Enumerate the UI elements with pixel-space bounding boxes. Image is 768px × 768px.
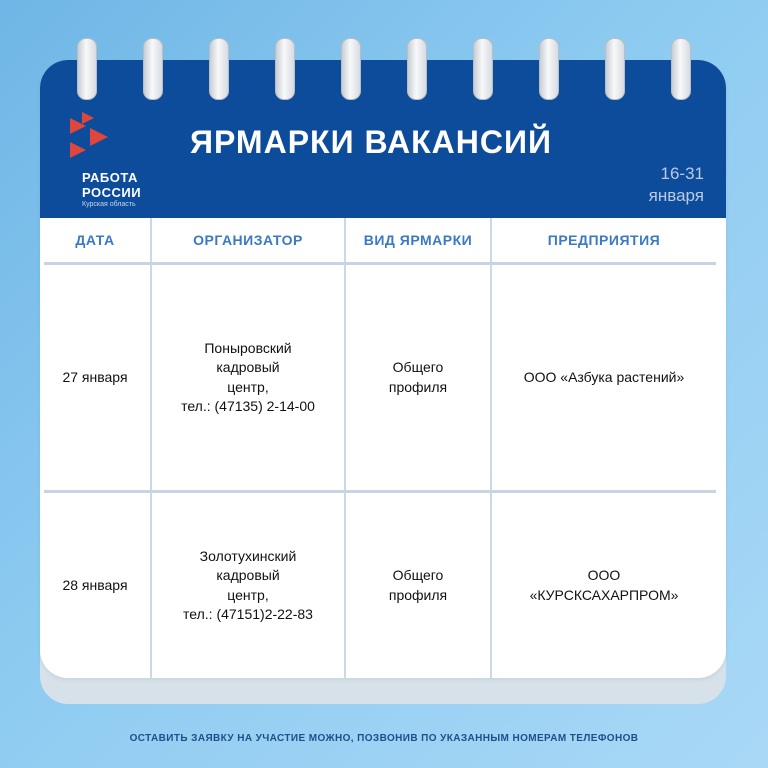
organizer-line: Золотухинский bbox=[199, 547, 297, 564]
fair-type-line: Общего bbox=[392, 359, 444, 375]
organizer-phone: тел.: (47135) 2-14-00 bbox=[181, 398, 315, 414]
organizer-line: Поныровский bbox=[204, 339, 292, 356]
column-header-date: ДАТА bbox=[75, 232, 115, 248]
column-header-companies: ПРЕДПРИЯТИЯ bbox=[547, 232, 661, 248]
organizer-line: центр, bbox=[227, 586, 269, 603]
table-cell-companies bbox=[492, 265, 716, 490]
column-header-organizer: ОРГАНИЗАТОР bbox=[193, 232, 303, 248]
logo-text-line2: РОССИИ bbox=[82, 185, 142, 200]
fairs-table bbox=[40, 218, 726, 678]
rabota-rossii-logo bbox=[64, 112, 154, 212]
company-line: ООО «Азбука растений» bbox=[523, 368, 685, 385]
table-cell-companies bbox=[492, 493, 716, 678]
table-cell-date bbox=[40, 493, 150, 678]
organizer-line: кадровый bbox=[216, 359, 280, 375]
table-cell-date bbox=[40, 265, 150, 490]
column-header-fair-type: ВИД ЯРМАРКИ bbox=[363, 232, 473, 248]
calendar-card bbox=[40, 60, 726, 678]
logo-region: Курская область bbox=[82, 201, 136, 208]
calendar-header bbox=[40, 60, 726, 218]
organizer-line: кадровый bbox=[216, 567, 280, 583]
logo-triangles-icon bbox=[64, 112, 124, 164]
company-line: «КУРСКСАХАРПРОМ» bbox=[529, 586, 679, 603]
fair-type-line: профиля bbox=[388, 378, 448, 395]
table-cell-fair-type bbox=[346, 265, 490, 490]
table-cell-organizer bbox=[152, 265, 344, 490]
table-cell-organizer bbox=[152, 493, 344, 678]
company-line: ООО bbox=[587, 567, 621, 583]
date-value: 27 января bbox=[62, 368, 128, 385]
organizer-line: центр, bbox=[227, 378, 269, 395]
organizer-phone: тел.: (47151)2-22-83 bbox=[183, 606, 313, 622]
logo-text-line1: РАБОТА bbox=[82, 170, 138, 185]
fair-type-line: Общего bbox=[392, 567, 444, 583]
date-value: 28 января bbox=[62, 576, 128, 593]
fair-type-line: профиля bbox=[388, 586, 448, 603]
footer-note: ОСТАВИТЬ ЗАЯВКУ НА УЧАСТИЕ МОЖНО, ПОЗВОНИВ ПО УКАЗАННЫМ НОМЕРАМ ТЕЛЕФОНОВ bbox=[129, 733, 639, 744]
page-title: ЯРМАРКИ ВАКАНСИЙ bbox=[190, 124, 552, 160]
period-days: 16-31 bbox=[660, 164, 704, 183]
period-month: января bbox=[648, 186, 704, 205]
table-cell-fair-type bbox=[346, 493, 490, 678]
